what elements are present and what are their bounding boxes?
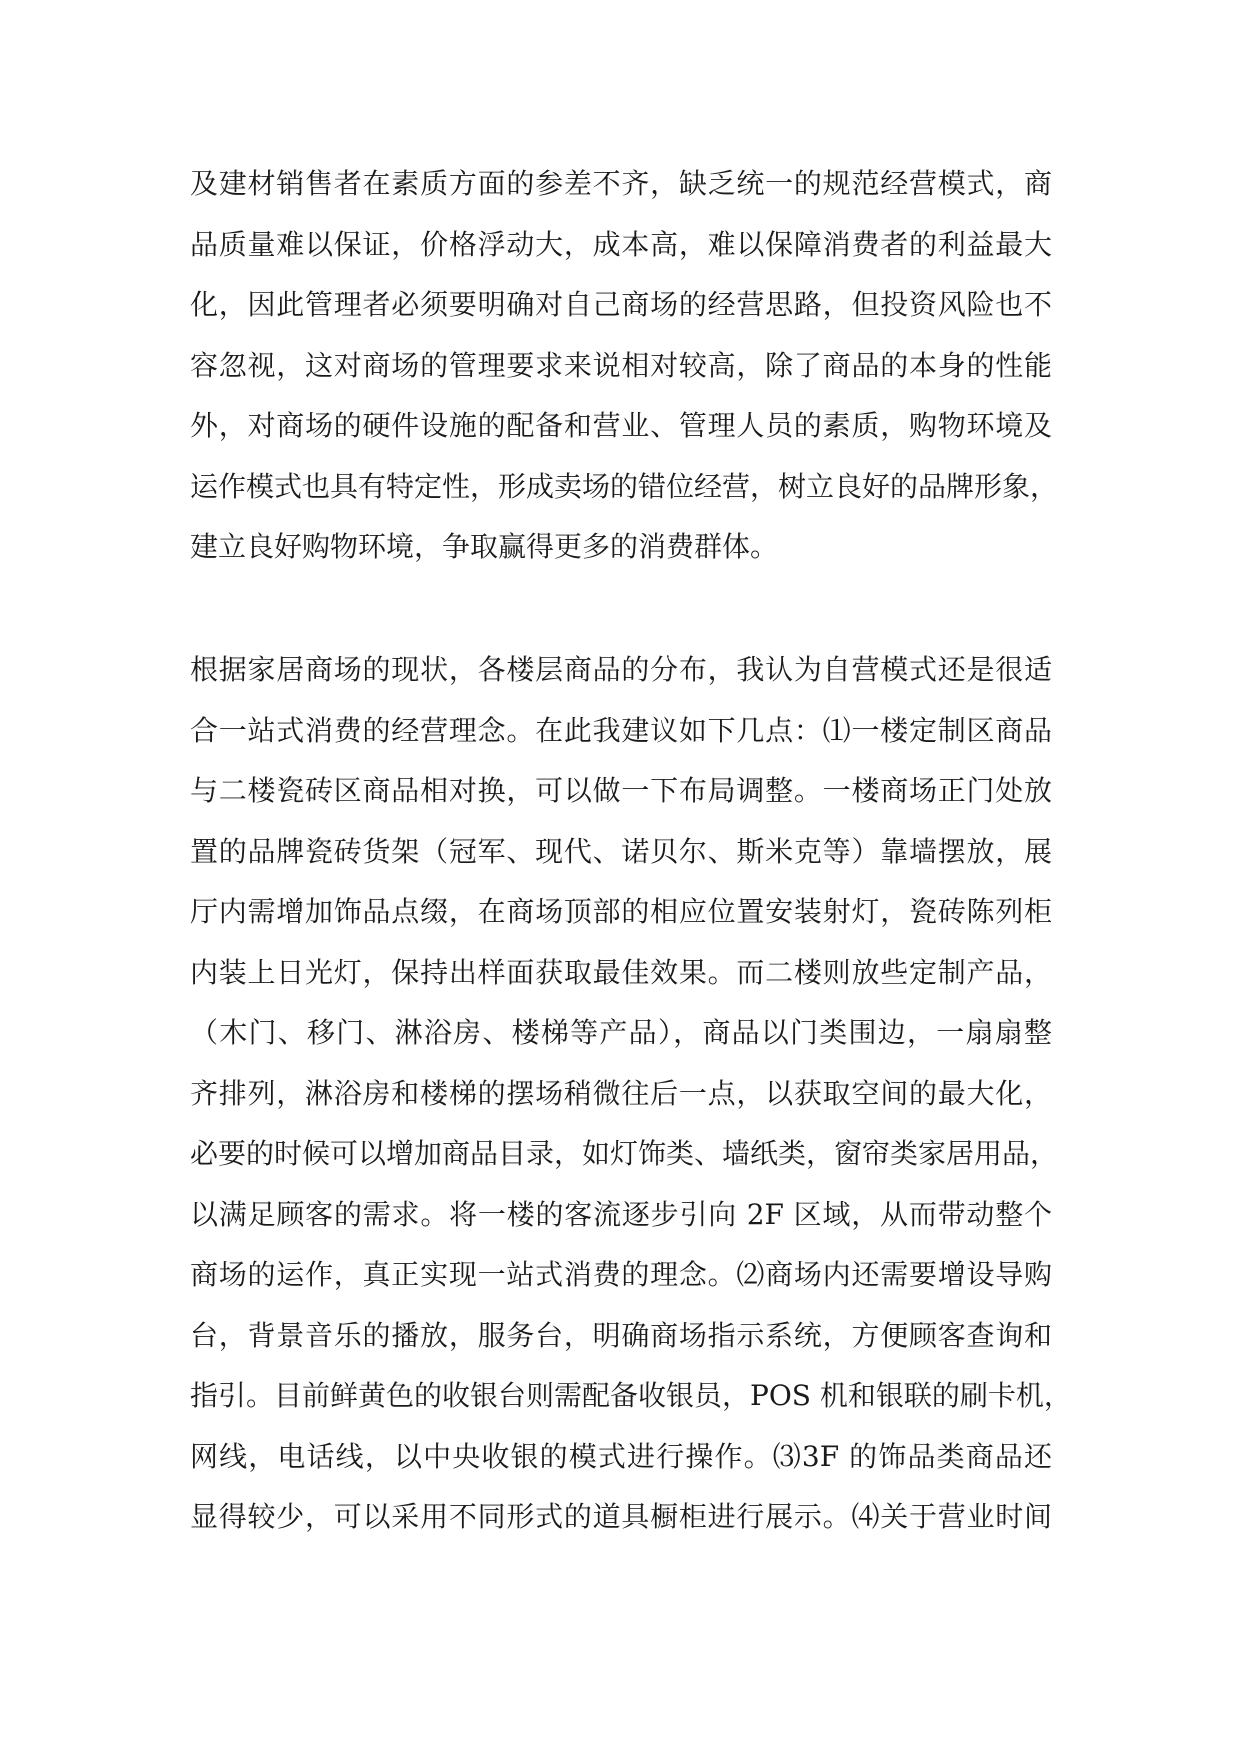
text-line: 合一站式消费的经营理念。在此我建议如下几点：⑴一楼定制区商品: [190, 713, 1052, 747]
text-line: 显得较少，可以采用不同形式的道具橱柜进行展示。⑷关于营业时间: [190, 1500, 1052, 1533]
text-line: 必要的时候可以增加商品目录，如灯饰类、墙纸类，窗帘类家居用品，: [190, 1137, 1059, 1170]
text-line: 内装上日光灯，保持出样面获取最佳效果。而二楼则放些定制产品，: [190, 955, 1052, 989]
text-line: 外，对商场的硬件设施的配备和营业、管理人员的素质，购物环境及: [190, 409, 1052, 442]
text-line: 台，背景音乐的播放，服务台，明确商场指示系统，方便顾客查询和: [190, 1318, 1052, 1352]
text-line: 置的品牌瓷砖货架（冠军、现代、诺贝尔、斯米克等）靠墙摆放，展: [190, 834, 1052, 868]
text-line: 以满足顾客的需求。将一楼的客流逐步引向 2F 区域，从而带动整个: [190, 1197, 1052, 1231]
text-line: 网线，电话线，以中央收银的模式进行操作。⑶3F 的饰品类商品还: [190, 1439, 1052, 1473]
paragraph-1: [190, 154, 1059, 578]
text-line: （木门、移门、淋浴房、楼梯等产品），商品以门类围边，一扇扇整: [190, 1016, 1052, 1049]
paragraph-2: [190, 640, 1072, 1548]
text-line: 运作模式也具有特定性，形成卖场的错位经营，树立良好的品牌形象，: [190, 469, 1059, 503]
text-line: 齐排列，淋浴房和楼梯的摆场稍微往后一点，以获取空间的最大化，: [190, 1076, 1052, 1110]
text-line: 建立良好购物环境，争取赢得更多的消费群体。: [190, 530, 779, 563]
text-line: 商场的运作，真正实现一站式消费的理念。⑵商场内还需要增设导购: [190, 1258, 1052, 1291]
text-line: 品质量难以保证，价格浮动大，成本高，难以保障消费者的利益最大: [190, 227, 1052, 261]
text-line: 指引。目前鲜黄色的收银台则需配备收银员，POS 机和银联的刷卡机，: [190, 1379, 1072, 1412]
text-line: 及建材销售者在素质方面的参差不齐，缺乏统一的规范经营模式，商: [190, 167, 1052, 200]
text-line: 化，因此管理者必须要明确对自己商场的经营思路，但投资风险也不: [190, 288, 1052, 321]
text-line: 根据家居商场的现状，各楼层商品的分布，我认为自营模式还是很适: [190, 653, 1052, 686]
text-line: 容忽视，这对商场的管理要求来说相对较高，除了商品的本身的性能: [190, 348, 1052, 382]
text-line: 与二楼瓷砖区商品相对换，可以做一下布局调整。一楼商场正门处放: [190, 774, 1052, 807]
text-line: 厅内需增加饰品点缀，在商场顶部的相应位置安装射灯，瓷砖陈列柜: [190, 895, 1052, 928]
